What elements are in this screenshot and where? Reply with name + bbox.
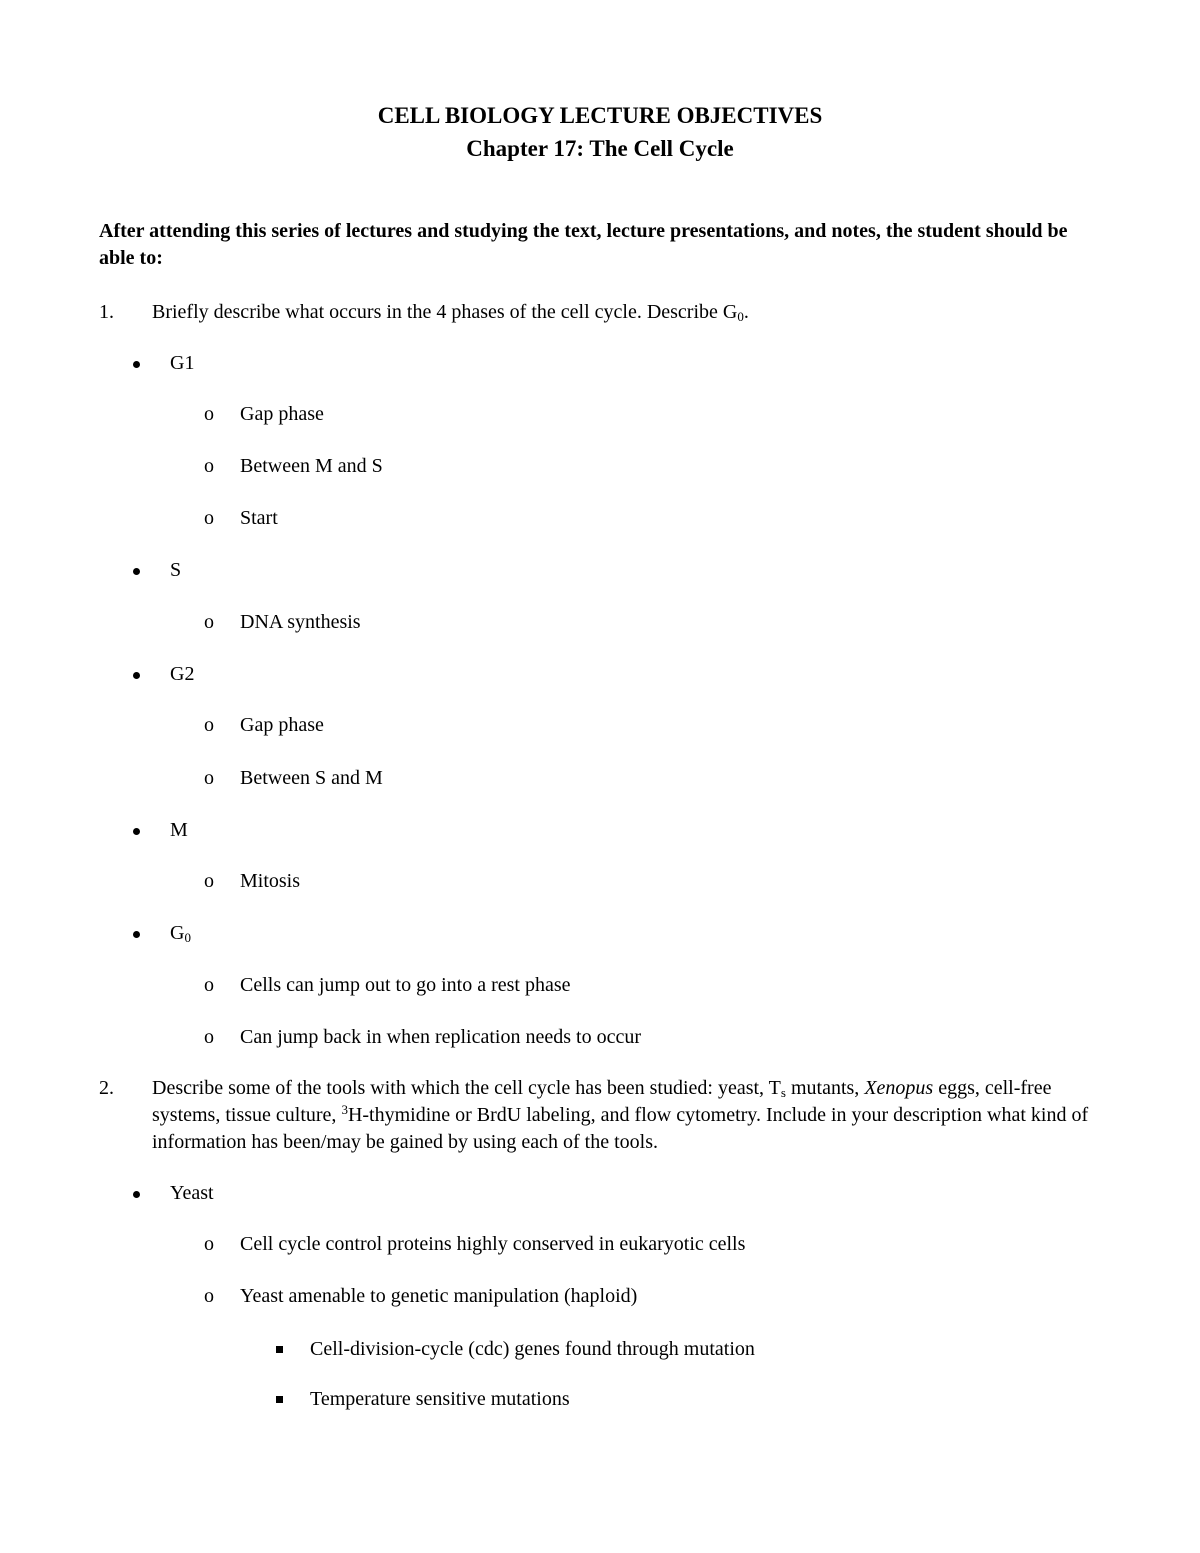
list-item-text: Start xyxy=(240,507,278,529)
page-title: CELL BIOLOGY LECTURE OBJECTIVES xyxy=(377,103,823,128)
phase-label: G2 xyxy=(170,663,195,685)
question-number: 1. xyxy=(99,301,114,323)
question-text: Describe some of the tools with which the cell cycle has been studied: yeast, $T_s$ mutants, Xenopus eggs, cell-free systems, tissue culture, $^3$H-thymidine or BrdU labeling, and flow cytometry. Include in your description what kind of information has been/may be gained by using each of the tools. xyxy=(152,1077,1089,1153)
circle-bullet-icon: o xyxy=(204,1026,214,1048)
list-item-text: Yeast amenable to genetic manipulation (haploid) xyxy=(240,1285,638,1307)
circle-bullet-icon: o xyxy=(204,455,214,477)
bullet-icon xyxy=(133,672,140,679)
square-bullet-icon xyxy=(276,1396,283,1403)
intro-paragraph: After attending this series of lectures and studying the text, lecture presentations, and notes, the student should be able to: xyxy=(99,220,1068,269)
bullet-icon xyxy=(133,931,140,938)
list-item-text: Mitosis xyxy=(240,870,301,892)
list-item-text: Gap phase xyxy=(240,403,324,425)
phase-label: S xyxy=(170,559,182,581)
square-bullet-icon xyxy=(276,1346,283,1353)
list-item-text: Cell-division-cycle (cdc) genes found through mutation xyxy=(310,1338,755,1360)
bullet-icon xyxy=(133,828,140,835)
list-item-text: DNA synthesis xyxy=(240,611,361,633)
list-item-text: Temperature sensitive mutations xyxy=(310,1388,570,1410)
list-item-text: Gap phase xyxy=(240,714,324,736)
phase-label: G1 xyxy=(170,352,195,374)
bullet-icon xyxy=(133,568,140,575)
list-item-text: Cells can jump out to go into a rest phase xyxy=(240,974,571,996)
circle-bullet-icon: o xyxy=(204,870,214,892)
circle-bullet-icon: o xyxy=(204,403,214,425)
list-item-text: Between M and S xyxy=(240,455,383,477)
circle-bullet-icon: o xyxy=(204,714,214,736)
page-subtitle: Chapter 17: The Cell Cycle xyxy=(466,136,734,161)
bullet-icon xyxy=(133,1191,140,1198)
circle-bullet-icon: o xyxy=(204,611,214,633)
circle-bullet-icon: o xyxy=(204,507,214,529)
circle-bullet-icon: o xyxy=(204,767,214,789)
circle-bullet-icon: o xyxy=(204,1285,214,1307)
bullet-icon xyxy=(133,361,140,368)
list-item-text: Cell cycle control proteins highly conserved in eukaryotic cells xyxy=(240,1233,746,1255)
phase-label: M xyxy=(170,819,188,841)
circle-bullet-icon: o xyxy=(204,1233,214,1255)
list-item-text: Between S and M xyxy=(240,767,383,789)
question-number: 2. xyxy=(99,1077,114,1099)
circle-bullet-icon: o xyxy=(204,974,214,996)
question-text: Briefly describe what occurs in the 4 phases of the cell cycle. Describe $G_0$. xyxy=(152,301,749,324)
tool-label: Yeast xyxy=(170,1182,214,1204)
phase-label: $G_0$ xyxy=(170,922,191,945)
list-item-text: Can jump back in when replication needs to occur xyxy=(240,1026,641,1048)
